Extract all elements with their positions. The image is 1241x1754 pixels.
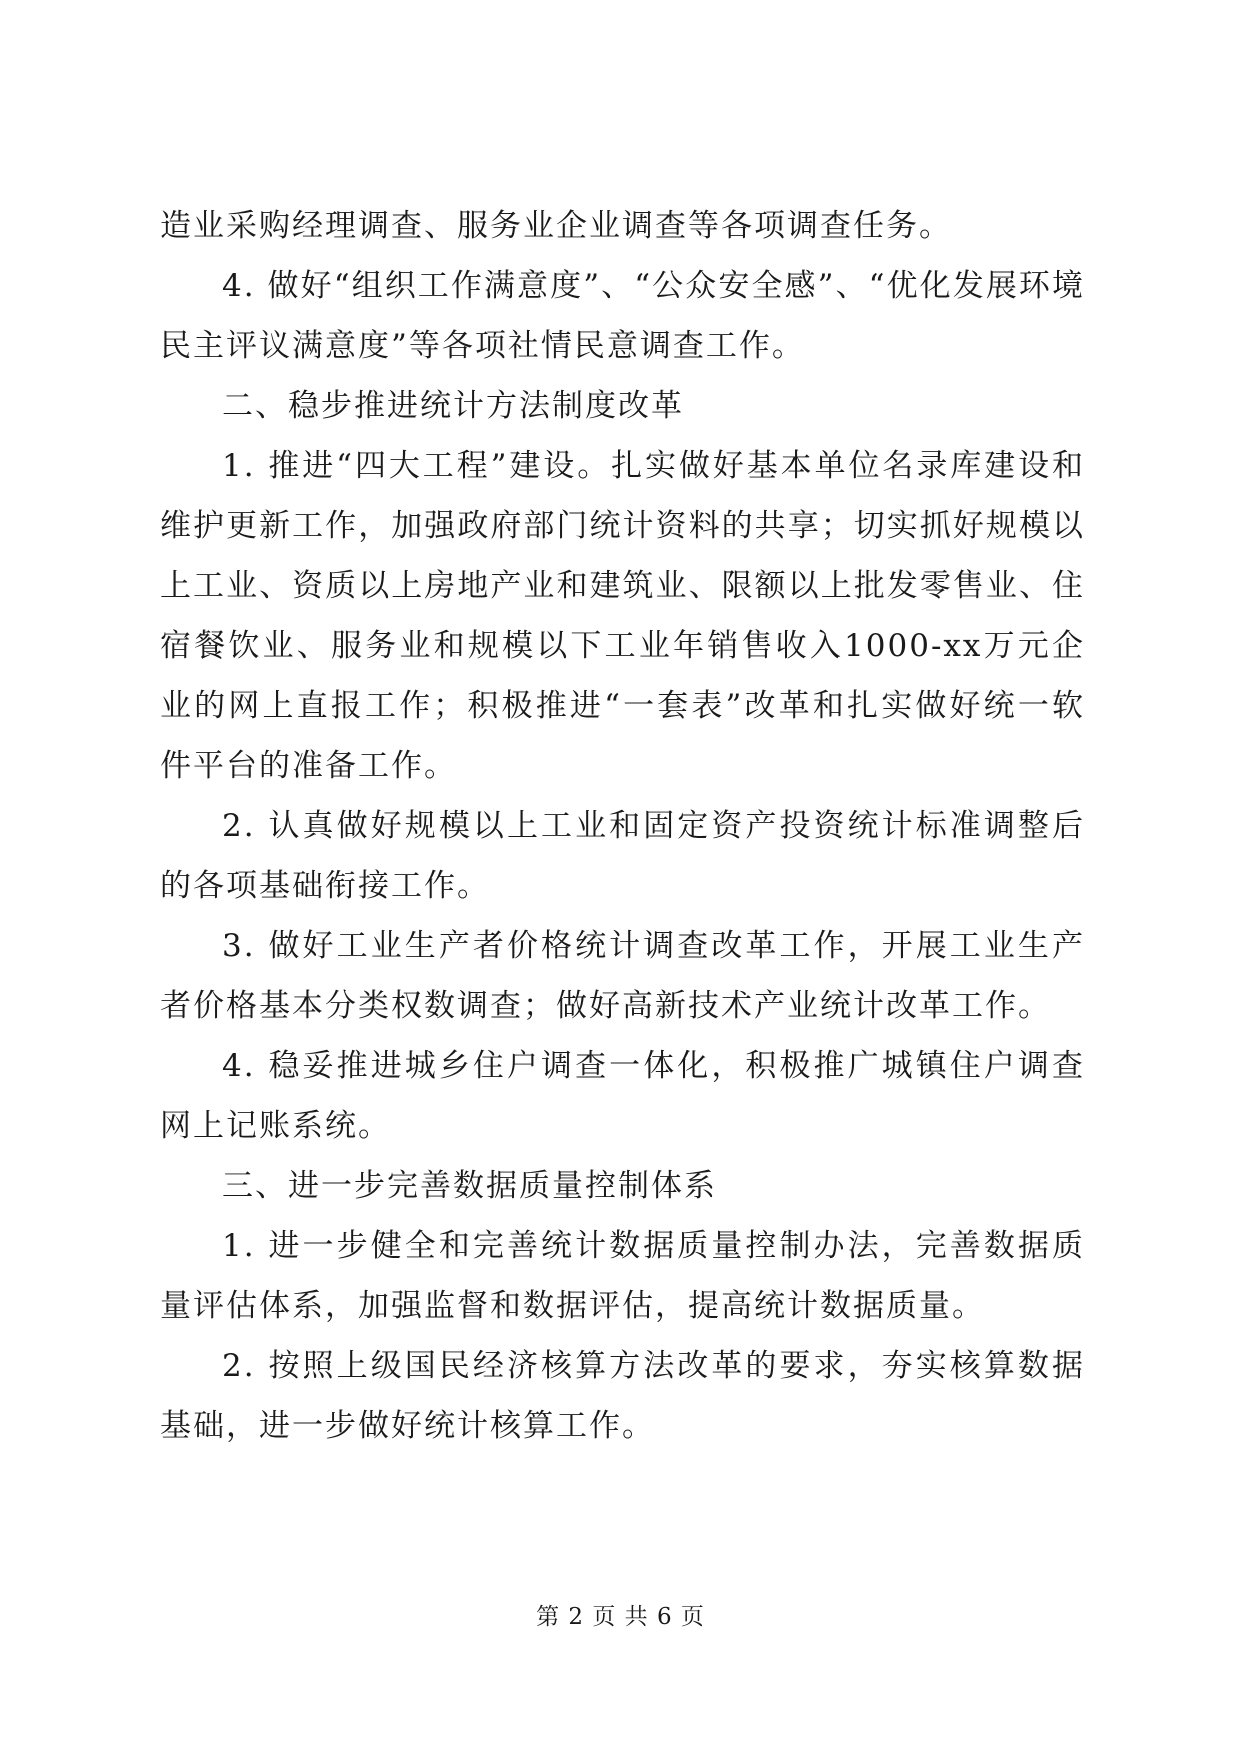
paragraph-item-3-price-survey: 3. 做好工业生产者价格统计调查改革工作，开展工业生产者价格基本分类权数调查；做好高新技术产业统计改革工作。: [160, 928, 1085, 1024]
paragraph-item-2-accounting: 2. 按照上级国民经济核算方法改革的要求，夯实核算数据基础，进一步做好统计核算工作。: [160, 1348, 1085, 1444]
document-body: [160, 196, 1085, 1456]
paragraph-item-1-quality: 1. 进一步健全和完善统计数据质量控制办法，完善数据质量评估体系，加强监督和数据评估，提高统计数据质量。: [160, 1228, 1085, 1324]
paragraph-item-4-survey: 4. 做好“组织工作满意度”、“公众安全感”、“优化发展环境民主评议满意度”等各项社情民意调查工作。: [160, 268, 1085, 364]
paragraph-item-1-four-projects: 1. 推进“四大工程”建设。扎实做好基本单位名录库建设和维护更新工作，加强政府部门统计资料的共享；切实抓好规模以上工业、资质以上房地产业和建筑业、限额以上批发零售业、住宿餐饮业、服务业和规模以下工业年销售收入1000-xx万元企业的网上直报工作；积极推进“一套表”改革和扎实做好统一软件平台的准备工作。: [160, 448, 1085, 784]
paragraph-item-2-standards: 2. 认真做好规模以上工业和固定资产投资统计标准调整后的各项基础衔接工作。: [160, 808, 1085, 904]
section-heading-3: 三、进一步完善数据质量控制体系: [222, 1168, 717, 1204]
paragraph-continuation: 造业采购经理调查、服务业企业调查等各项调查任务。: [160, 208, 952, 244]
section-heading-2: 二、稳步推进统计方法制度改革: [222, 388, 684, 424]
paragraph-item-4-household: 4. 稳妥推进城乡住户调查一体化，积极推广城镇住户调查网上记账系统。: [160, 1048, 1085, 1144]
page-footer: 第 2 页 共 6 页: [536, 1604, 705, 1630]
